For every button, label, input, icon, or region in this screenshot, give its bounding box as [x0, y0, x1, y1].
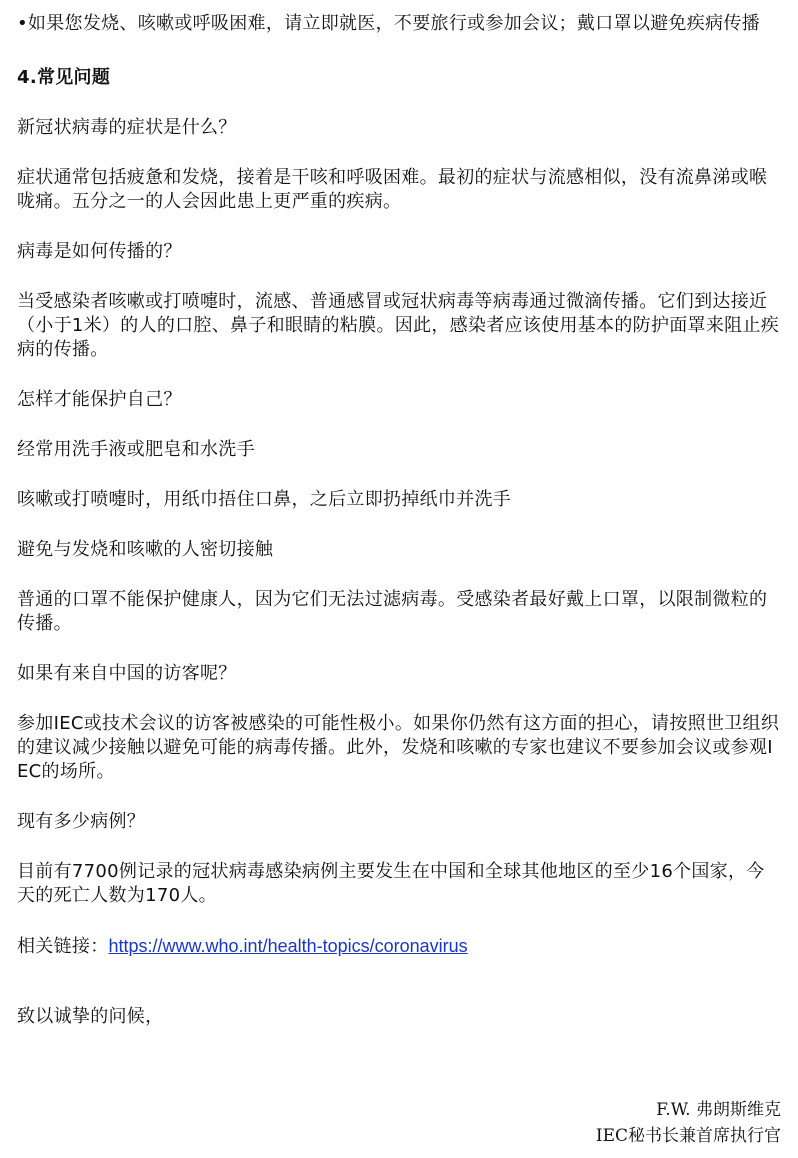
faq-question-cases: 现有多少病例？ [17, 811, 146, 832]
section-heading: 4.常见问题 [17, 67, 111, 88]
faq-question-symptoms: 新冠状病毒的症状是什么？ [17, 117, 237, 138]
signature-name: F.W. 弗朗斯维克 [656, 1100, 781, 1120]
faq-question-visitors: 如果有来自中国的访客呢？ [17, 663, 237, 684]
signature-title: IEC秘书长兼首席执行官 [595, 1126, 781, 1146]
related-links [17, 934, 781, 959]
signature-block [596, 1097, 781, 1149]
closing-salutation: 致以诚挚的问候， [17, 1006, 164, 1027]
faq-answer-protection-1: 经常用洗手液或肥皂和水洗手 [17, 439, 255, 460]
faq-answer-cases: 目前有7700例记录的冠状病毒感染病例主要发生在中国和全球其他地区的至少16个国家，今天的死亡人数为170人。 [17, 861, 765, 906]
faq-answer-protection-4: 普通的口罩不能保护健康人，因为它们无法过滤病毒。受感染者最好戴上口罩，以限制微粒的传播。 [17, 589, 768, 634]
faq-answer-transmission: 当受感染者咳嗽或打喷嚏时，流感、普通感冒或冠状病毒等病毒通过微滴传播。它们到达接近（小于1米）的人的口腔、鼻子和眼睛的粘膜。因此，感染者应该使用基本的防护面罩来阻止疾病的传播。 [17, 291, 780, 360]
faq-question-protection: 怎样才能保护自己？ [17, 389, 182, 410]
intro-bullet: •如果您发烧、咳嗽或呼吸困难，请立即就医，不要旅行或参加会议；戴口罩以避免疾病传播 [17, 13, 760, 34]
who-coronavirus-link[interactable]: https://www.who.int/health-topics/coronavirus [108, 936, 468, 956]
faq-answer-protection-2: 咳嗽或打喷嚏时，用纸巾捂住口鼻，之后立即扔掉纸巾并洗手 [17, 489, 512, 510]
related-links-label: 相关链接： [17, 936, 109, 957]
faq-answer-visitors: 参加IEC或技术会议的访客被感染的可能性极小。如果你仍然有这方面的担心，请按照世卫组织的建议减少接触以避免可能的病毒传播。此外，发烧和咳嗽的专家也建议不要参加会议或参观IEC的场所。 [17, 713, 780, 782]
faq-answer-symptoms: 症状通常包括疲惫和发烧，接着是干咳和呼吸困难。最初的症状与流感相似，没有流鼻涕或喉咙痛。五分之一的人会因此患上更严重的疾病。 [17, 167, 768, 212]
document-body [17, 0, 781, 1029]
faq-question-transmission: 病毒是如何传播的？ [17, 241, 182, 262]
faq-answer-protection-3: 避免与发烧和咳嗽的人密切接触 [17, 539, 274, 560]
